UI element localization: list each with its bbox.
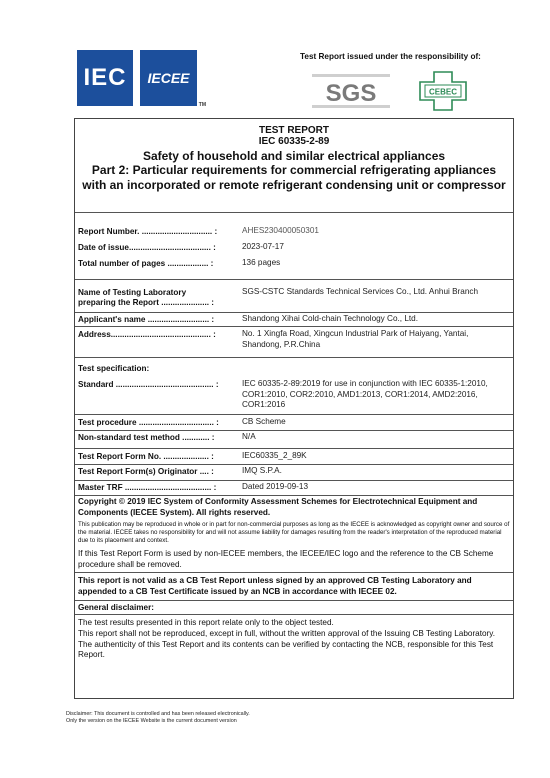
iecee-logo: IECEE TM — [140, 50, 197, 106]
svg-text:CEBEC: CEBEC — [428, 87, 458, 97]
footer-disclaimer — [66, 711, 250, 725]
divider — [75, 614, 513, 615]
iec-logo: IEC — [77, 50, 133, 106]
nonstandard-method: N/A — [242, 432, 256, 441]
procedure-label: Test procedure ................................. : — [78, 418, 219, 427]
report-standard: IEC 60335-2-89 — [258, 136, 330, 147]
pages-label: Total number of pages .................. : — [78, 259, 214, 268]
date-of-issue: 2023-07-17 — [242, 242, 284, 251]
divider — [75, 600, 513, 601]
disclaimer-text-2: This report shall not be reproduced, except in full, without the written approval of the Issuing CB Testing Laboratory. The authenticity of this Test Report and its contents can be verified by contacting the NCB, responsible for this Test Report. — [78, 629, 496, 660]
copyright-heading: Copyright © 2019 IEC System of Conformity Assessment Schemes for Electrotechnical Equipment and Components (IECEE System). All rights reserved. — [78, 497, 478, 517]
testing-laboratory: SGS-CSTC Standards Technical Services Co., Ltd. Anhui Branch — [242, 287, 479, 296]
divider — [75, 279, 513, 280]
lab-label-2: preparing the Report ..................... : — [78, 298, 215, 307]
divider — [75, 312, 513, 313]
disclaimer-heading: General disclaimer: — [78, 603, 154, 612]
master-label: Master TRF ...................................... : — [78, 483, 217, 492]
divider — [75, 464, 513, 465]
divider — [75, 480, 513, 481]
spec-label: Test specification: — [78, 364, 150, 373]
sgs-logo — [312, 74, 390, 110]
date-label: Date of issue.................................... : — [78, 243, 216, 252]
address-label: Address............................................ : — [78, 330, 216, 339]
nonstd-label: Non-standard test method ............ : — [78, 433, 215, 442]
divider — [75, 326, 513, 327]
lab-label: Name of Testing Laboratory — [78, 288, 187, 297]
copyright-notice: This publication may be reproduced in whole or in part for non-commercial purposes as long as the IECEE is acknowledged as copyright owner and source of the material. IECEE takes no responsibility for and will not assume liability for damages resulting from the reader's interpretation of the reproduced material due to its placement and context. — [78, 521, 510, 544]
validity-notice: This report is not valid as a CB Test Report unless signed by an approved CB Testing Laboratory and appended to a CB Test Certificate issued by an NCB in accordance with IECEE 02. — [78, 576, 472, 596]
form-number: IEC60335_2_89K — [242, 451, 307, 460]
main-title: Safety of household and similar electrical appliances — [142, 149, 446, 163]
standard-value: IEC 60335-2-89:2019 for use in conjunction with IEC 60335-1:2010, COR1:2010, COR2:2010, AMD1:2013, COR1:2014, AMD2:2016, COR1:2016 — [242, 379, 488, 410]
divider — [75, 414, 513, 415]
report-number: AHES230400050301 — [242, 226, 319, 235]
disclaimer-text-1: The test results presented in this report relate only to the object tested. — [78, 618, 334, 627]
divider — [75, 572, 513, 573]
form-label: Test Report Form No. .................... : — [78, 452, 214, 461]
standard-label: Standard ........................................... : — [78, 380, 219, 389]
responsibility-text: Test Report issued under the responsibility of: — [300, 52, 481, 61]
divider — [75, 212, 513, 213]
footer-line-2: Only the version on the IECEE Website is the current document version — [66, 718, 237, 724]
form-originator: IMQ S.P.A. — [242, 466, 282, 475]
trademark-mark: TM — [198, 102, 206, 108]
nonmember-notice: If this Test Report Form is used by non-IECEE members, the IECEE/IEC logo and the reference to the CB Scheme procedure shall be removed. — [78, 549, 494, 569]
applicant-label: Applicant's name ........................... : — [78, 315, 215, 324]
total-pages: 136 pages — [242, 258, 281, 267]
divider — [75, 430, 513, 431]
test-procedure: CB Scheme — [242, 417, 286, 426]
master-trf: Dated 2019-09-13 — [242, 482, 309, 491]
applicant-name: Shandong Xihai Cold-chain Technology Co., Ltd. — [242, 314, 418, 323]
divider — [75, 448, 513, 449]
report-box — [74, 118, 514, 699]
applicant-address: No. 1 Xingfa Road, Xingcun Industrial Park of Haiyang, Yantai, Shandong, P.R.China — [242, 329, 469, 349]
part-title: Part 2: Particular requirements for commercial refrigerating appliances with an incorporated or remote refrigerant condensing unit or compressor — [82, 163, 506, 192]
svg-text:SGS: SGS — [325, 80, 377, 107]
divider — [75, 495, 513, 496]
footer-line-1: Disclaimer: This document is controlled and has been released electronically. — [66, 711, 250, 717]
originator-label: Test Report Form(s) Originator .... : — [78, 467, 214, 476]
report-title: TEST REPORT — [258, 125, 329, 136]
cebec-logo — [418, 70, 468, 112]
divider — [75, 357, 513, 358]
report-number-label: Report Number. ............................... : — [78, 227, 218, 236]
